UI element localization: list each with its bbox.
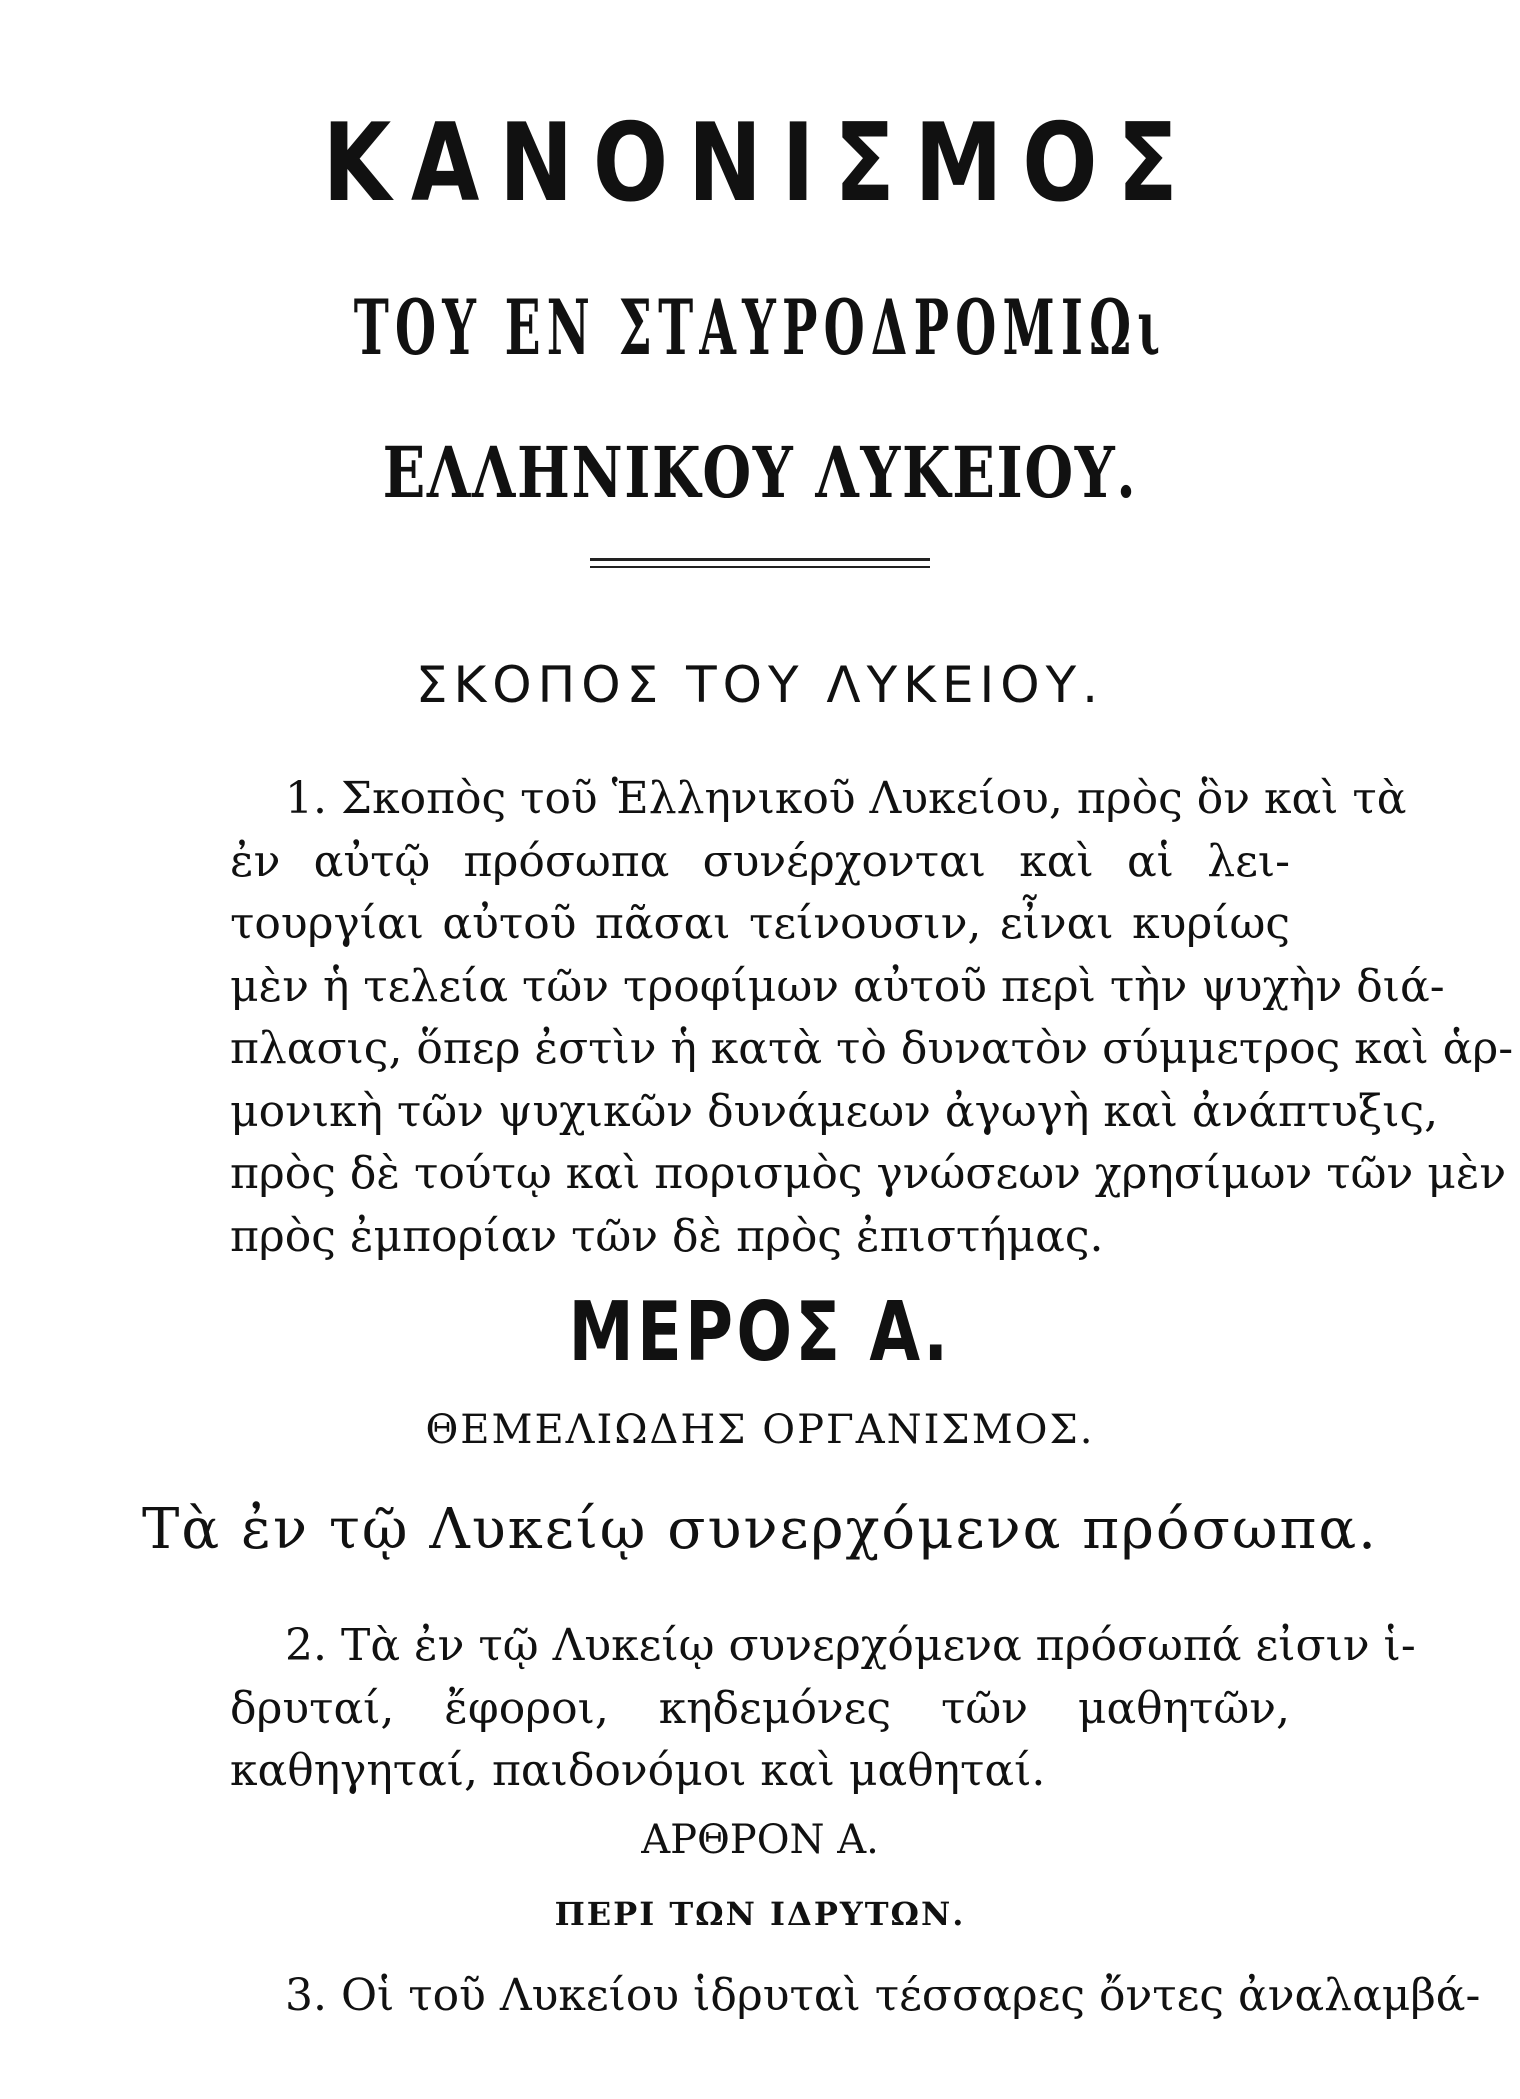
document-title: ΚΑΝΟΝΙΣΜΟΣ xyxy=(322,101,1198,226)
paragraph-line: πλασις, ὅπερ ἐστὶν ἡ κατὰ τὸ δυνατὸν σύμμετρος καὶ ἁρ- xyxy=(230,1023,1514,1074)
document-subtitle-line2: ΕΛΛΗΝΙΚΟΥ ΛΥΚΕΙΟΥ. xyxy=(382,431,1138,514)
paragraph-line: τουργίαι αὐτοῦ πᾶσαι τείνουσιν, εἶναι κυρίως xyxy=(230,898,1290,949)
paragraph-line: δρυταί, ἔφοροι, κηδεμόνες τῶν μαθητῶν, xyxy=(230,1682,1290,1734)
document-subtitle-line1: ΤΟΥ ΕΝ ΣΤΑΥΡΟΔΡΟΜΙΩι xyxy=(353,283,1167,372)
paragraph-line: ἐν αὐτῷ πρόσωπα συνέρχονται καὶ αἱ λει- xyxy=(230,835,1290,887)
paragraph-line: πρὸς ἐμπορίαν τῶν δὲ πρὸς ἐπιστήμας. xyxy=(230,1210,1104,1262)
purpose-heading: ΣΚΟΠΟΣ ΤΟΥ ΛΥΚΕΙΟΥ. xyxy=(415,656,1105,714)
paragraph-line: μὲν ἡ τελεία τῶν τροφίμων αὐτοῦ περὶ τὴν ψυχὴν διά- xyxy=(230,960,1445,1012)
purpose-paragraph xyxy=(230,768,1514,1268)
part-a-subheading: ΘΕΜΕΛΙΩΔΗΣ ΟΡΓΑΝΙΣΜΟΣ. xyxy=(425,1407,1095,1453)
paragraph-line: μονικὴ τῶν ψυχικῶν δυνάμεων ἀγωγὴ καὶ ἀνάπτυξις, xyxy=(230,1085,1439,1137)
founders-paragraph xyxy=(230,1965,1481,2028)
title-divider-top xyxy=(590,558,930,561)
paragraph-line: 1. Σκοπὸς τοῦ Ἑλληνικοῦ Λυκείου, πρὸς ὃν καὶ τὰ xyxy=(285,773,1407,824)
paragraph-line: 3. Οἱ τοῦ Λυκείου ἱδρυταὶ τέσσαρες ὄντες ἀναλαμβά- xyxy=(285,1970,1481,2021)
article-a-subheading: ΠΕΡΙ ΤΩΝ ΙΔΡΥΤΩΝ. xyxy=(554,1895,966,1933)
part-a-heading: ΜΕΡΟΣ Α. xyxy=(568,1285,952,1380)
paragraph-line: καθηγηταί, παιδονόμοι καὶ μαθηταί. xyxy=(230,1745,1046,1796)
persons-paragraph xyxy=(230,1615,1416,1803)
article-a-heading: ΑΡΘΡΟΝ Α. xyxy=(641,1817,879,1863)
paragraph-line: πρὸς δὲ τούτῳ καὶ πορισμὸς γνώσεων χρησίμων τῶν μὲν xyxy=(230,1148,1507,1199)
title-divider-bottom xyxy=(590,566,930,568)
persons-heading: Τὰ ἐν τῷ Λυκείῳ συνερχόμενα πρόσωπα. xyxy=(142,1497,1378,1562)
paragraph-line: 2. Τὰ ἐν τῷ Λυκείῳ συνερχόμενα πρόσωπά εἰσιν ἱ- xyxy=(285,1620,1416,1671)
